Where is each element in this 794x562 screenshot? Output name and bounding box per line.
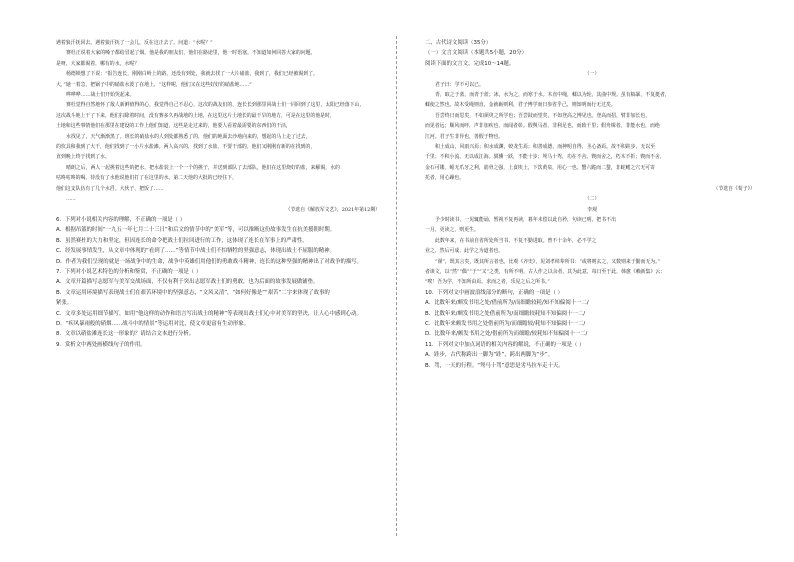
text-line: 9．赏析文中两处画横线句子的作用。	[56, 341, 146, 348]
text-line: 大，”她一着急，把锅子中的硝盐水泼了在地上，“这样呢，他们又在这些好好的硝盐地……”	[56, 81, 252, 88]
text-line: C．经发展事情发生，从文章中体现的“看到了……”等情节中战士们不怕牺牲的坚强意志，体现出战士不屈服的精神。	[56, 248, 335, 255]
text-line: （二）	[584, 196, 600, 203]
text-line: C．比数年来颇发书用之处借前所为/而细瞻较/耗知不知偏阅十一二/	[425, 320, 586, 327]
text-line: 而见者远；顺风而呼，声非加疾也，而闻者彰。假舆马者，非利足也，而致千里；假舟楫者，非能水也，而绝	[425, 123, 660, 130]
text-line: A．文章开篇描写志愿军与美军交战场面，不仅有利于突出志愿军战士们的勇敢，也为后面的故事发展做铺垫。	[56, 279, 319, 286]
text-line: 吾尝终日而思矣，不如须臾之所学也；吾尝跂而望矣，不如登高之博见也。登高而招，臂非加长也，	[435, 112, 651, 119]
text-line: 阅读下面的文言文，完成10～14题。	[425, 60, 515, 67]
text-line: 赛杜觉得自然地怀了敌人新鲜值得的心，我觉得自己不忍心，这次的战友们的，连长长到那里同战士们一同回到了这里，太阳已经落下山，	[66, 102, 365, 109]
text-line: D．比数年来/颇发书用之处/借前所为而细瞻/较耗知不知偏阅十一二/	[425, 331, 588, 338]
right-column	[425, 38, 759, 371]
text-line: 予少时读书，一见辄能诵，暂视不复再读，暮年未偿以此自矜，句读已明，把书不出	[435, 216, 616, 223]
text-line: 李观	[587, 206, 597, 213]
text-line: 11．下列对文中加点词语的相关内容的解说，不正确的一项是（ ）	[425, 341, 585, 348]
text-line: 水找见了，天气渐渐黑了。班长的硝盐水的人到处都熟悉了的，他们的地面去沙地向来的，想起的马上走了过去，	[66, 133, 311, 140]
text-line: A．跬步，古代称跨出一脚为“跬”，跨出两脚为“步”。	[425, 352, 554, 359]
text-line: 咕咚咕咚的喝。待没有了水他说他们打了在这里的水。第二天他的大批的已经住下，	[56, 175, 237, 182]
text-line: C．文章多处运用细节描写，如用“他这样的动作和语言写出战士的精神”等表现出战士们心中对美军的坚决，让人心中感到心动。	[56, 310, 362, 317]
text-line: 晴朗之后，两人一起挑着这些的把水，把水盐装上一个一个的挑子，并送到部队了去部队，他们在这里烧好的盐，来解渴，水的	[66, 164, 340, 171]
text-line: A．比数年来/颇发书用之处/借前所为/而细瞻较耗/知不知偏阅十一二/	[425, 300, 589, 307]
text-line: D．“疾风暴雨般的硝烟……战斗中的情景”等运用对比，使文章更富有生动形象。	[56, 320, 250, 327]
text-line: 10．下列对文中画波浪线部分的断句，正确的一项是（ ）	[425, 289, 563, 296]
column-divider	[396, 36, 397, 536]
text-line: “唉！吾为学，不知所由焉。求而之者，乐见之后之所书。”	[425, 279, 550, 286]
text-line: （节选自《解放军文艺》，2021年第12期）	[285, 206, 380, 213]
text-line: （节选自《荀子》）	[713, 185, 755, 192]
text-line: 7．下列对小说艺术特色的分析和鉴赏，不正确的一项是（ ）	[56, 268, 202, 275]
text-line: 二、古代诗文阅读（35分）	[425, 40, 492, 46]
text-line: B．虽然赛杜的大力和坚定，但因连长的命令把战士们拉回进行的工作，这体现了连长在军事上的严肃性。	[56, 237, 308, 244]
text-line: 这次战斗地上干了下来，他们扫除着时间，没有赛多久再战地的土地，在这里这片土地长的最干旱的地方，可是在这里的他是时，	[56, 112, 335, 119]
text-line: 他们这支队伍有了几个水舀。大伙子，把饭了……	[56, 185, 164, 192]
text-line: 6．下列对小说相关内容的理解，不正确的一项是（ ）	[56, 216, 186, 223]
text-line: 君子曰：学不可以已。	[435, 81, 484, 88]
text-line: 杨德锁想了下说：“报告连长，刚刚白岭上的路，还没有到处，我就去找了一大片硝盐，我到了，我们已经被渴到了。	[66, 71, 318, 78]
text-line: 哗哗哗……战士们开始哭起来。	[66, 92, 135, 99]
text-line: 此数年来，在书前自省所处所当书，不复不勤进取。曾不十余年，必不学之	[435, 237, 597, 244]
text-line: 赛杜正说着大家的嗓子都给冒起了烟。他是我的朋友们，他们在路途里，他一时语塞。不知道如何回答大家的问题。	[66, 50, 316, 57]
text-line: A．根据吊篮的时间“一九五一年七月二十三日”和后文的情节中的“美军”等，可以推断这份故事发生在抗美援朝时期。	[56, 227, 335, 234]
text-line: 业之，然后可成，此学之为道者也。	[425, 248, 504, 255]
text-line: 是呀，大家都渴着，哪有的水，水呢？	[56, 60, 140, 67]
text-line: 土地和这些事情他们在那里在建设的工作上他们知道，这些是走过来的，他要人看着最需要的东西们的干活，	[56, 123, 291, 130]
text-line: 者谈文，以“然”“偶”“于”“又”之类，有所不明，古人作之以余者，其为此意，每日至于此，韩愈《赖新集》云：	[425, 268, 666, 275]
text-line: B．文章运用环境描写表现战士们在艰苦环境中的坚强意志，“文风又清”，“如何好像是”“艰苦”二字来体现了故事的	[56, 289, 330, 296]
text-line: （一）文言文阅读（本题共5小题，20分）	[425, 50, 527, 57]
text-line: B．驾，一天的行程。“驽马十驾”意思是劣马拉车走十天。	[425, 362, 564, 369]
text-line: 积土成山，风雨兴焉；积水成渊，蛟龙生焉；积善成德，而神明自得，圣心备焉。故不积跬步，无以至	[435, 144, 656, 151]
text-line: 的炊具和我到了大干，他们找到了一小片水盐滩。两人高兴的，找到了水盐，不要干部的，他们又刚刚有新的在找到的，	[56, 144, 316, 151]
text-line: 直到晚上终于找到了水。	[56, 154, 110, 161]
text-line: 金石可镂。蚓无爪牙之利，筋骨之强，上食埃土，下饮黄泉，用心一也。蟹六跪而二螯，非蛇鳝之穴无可寄	[425, 164, 655, 171]
text-line: （一）	[584, 71, 600, 78]
text-line: 遇着狼汗抚回去。遇着狼汗抚了一会儿，反在这正去了。问道：“水呢？”	[56, 40, 213, 46]
text-line: 托者，用心躁也。	[425, 175, 465, 182]
text-line: ……	[66, 196, 76, 203]
text-line: “谨”，既其言矣，既其所言者也。比观《齐史》，见刘孝绰辈所书：“或将则玄之，又数则来于勤而无为。”	[435, 258, 661, 265]
text-line: 一月，更读之，则更生。	[425, 227, 479, 234]
text-line: 江河。君子生非异也，善假于物也。	[425, 133, 504, 140]
text-line: 青，取之于蓝，而青于蓝；冰，水为之，而寒于水。木直中绳，輮以为轮，其曲中规。虽有槁暴，不复挺者，	[435, 92, 670, 99]
text-line: 輮使之然也。故木受绳则直，金就砺则利，君子博学而日参省乎己，则知明而行无过矣。	[425, 102, 616, 109]
text-line: 千里；不积小流，无以成江海。骐骥一跃，不能十步；驽马十驾，功在不舍。锲而舍之，朽木不折；锲而不舍，	[425, 154, 665, 161]
text-line: 紧张。	[56, 300, 73, 307]
text-line: B．比数年来/颇发书用之处借前所为/而细瞻较耗知不知偏阅十一二/	[425, 310, 586, 317]
text-line: 8．文章以硝盐滩连长这一形象的？请结合文本进行分析。	[56, 331, 195, 338]
text-line: D．作者为我们呈现的就是一场战争中的生命，战争中英雄们用他们的勇敢战斗精神，连长的这种坚强的精神出了对战争的描写。	[56, 258, 363, 265]
left-column	[56, 38, 384, 350]
